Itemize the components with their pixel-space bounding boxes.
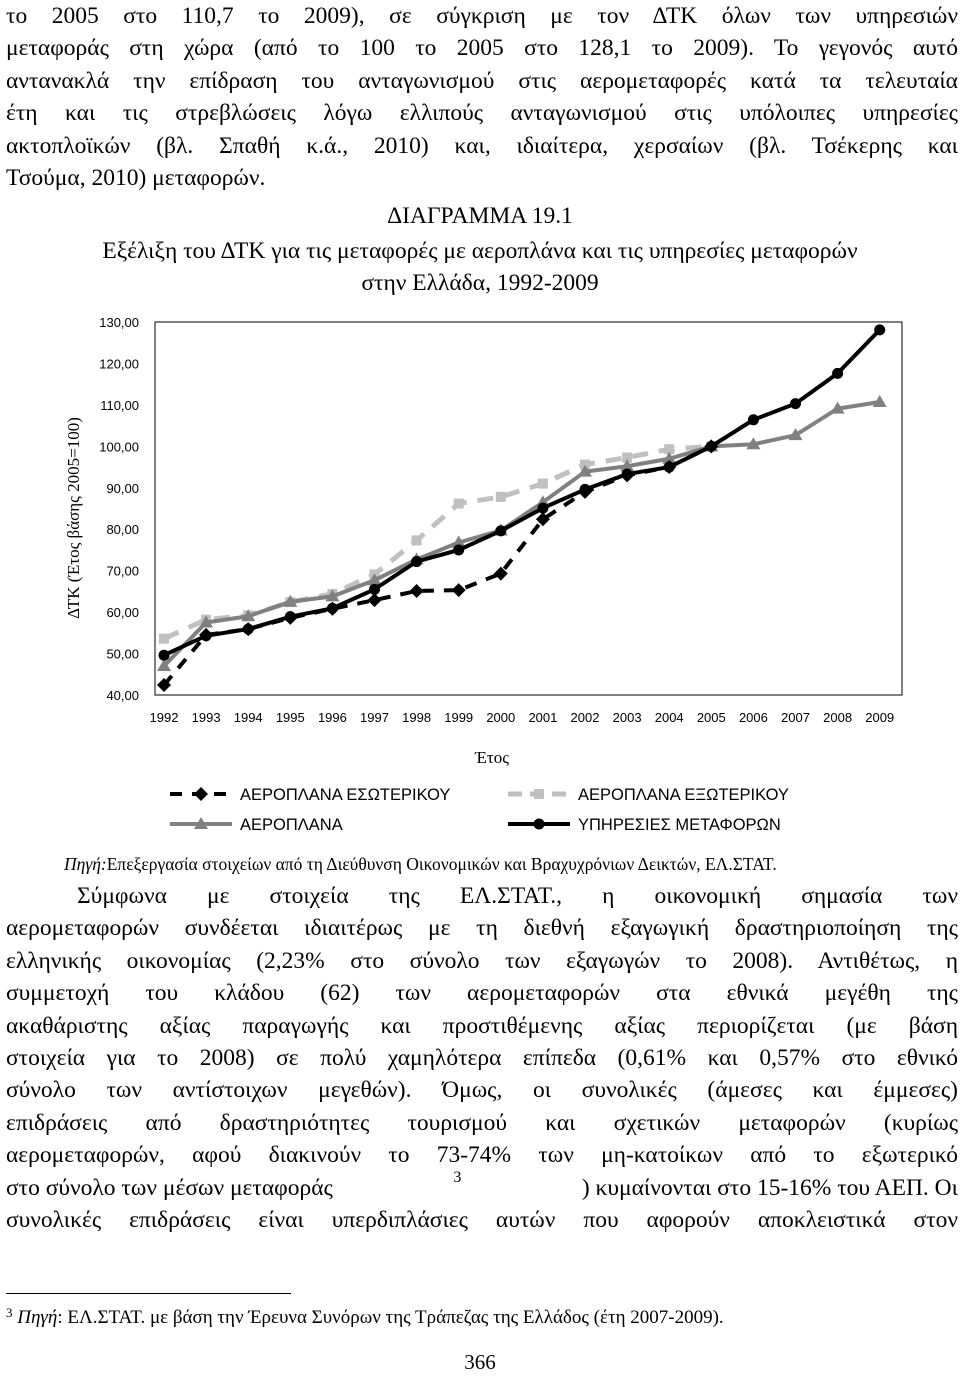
x-tick-label: 1998: [402, 710, 432, 725]
source-label: Πηγή:: [64, 854, 107, 874]
x-tick-label: 2007: [781, 710, 810, 725]
data-point: [538, 479, 548, 489]
data-point: [790, 398, 801, 409]
data-point: [706, 441, 717, 452]
text-line: στοιχεία για το 2008) σε πολύ χαμηλότερα επίπεδα (0,61% και 0,57% στο εθνικό: [6, 1045, 958, 1072]
body-paragraph: [6, 880, 958, 1236]
y-axis-label: ΔΤΚ (Έτος βάσης 2005=100): [64, 417, 83, 619]
x-tick-label: 1992: [149, 710, 179, 725]
footnote-number: 3: [6, 1305, 13, 1320]
y-tick-label: 40,00: [106, 688, 139, 703]
x-tick-label: 2006: [738, 710, 768, 725]
data-point: [201, 630, 212, 641]
text-line: συμμετοχή του κλάδου (62) των αερομεταφορών στα εθνικά μεγέθη της: [6, 980, 958, 1007]
figure-source: [64, 854, 777, 875]
data-point: [452, 583, 466, 597]
data-point: [368, 593, 382, 607]
legend-item-foreign: [508, 786, 789, 804]
data-point: [243, 624, 254, 635]
y-axis-ticks: [99, 315, 139, 703]
data-point: [159, 634, 169, 644]
x-tick-label: 1996: [317, 710, 347, 725]
series-line: [164, 446, 711, 685]
series-line-airplanes: [157, 395, 887, 671]
series-line-domestic: [157, 439, 718, 692]
x-tick-label: 2005: [696, 710, 726, 725]
page-number: 366: [464, 1350, 496, 1374]
footnote: [6, 1305, 724, 1329]
x-tick-label: 2004: [654, 710, 684, 725]
data-point: [832, 368, 843, 379]
footnote-separator: [6, 1293, 291, 1294]
data-point: [495, 525, 506, 536]
x-tick-label: 1994: [233, 710, 263, 725]
x-axis-label: Έτος: [475, 748, 509, 767]
chart-legend: [170, 786, 789, 834]
x-tick-label: 1997: [360, 710, 389, 725]
legend-label: ΑΕΡΟΠΛΑΝΑ: [240, 816, 343, 834]
y-tick-label: 110,00: [100, 397, 139, 413]
y-tick-label: 130,00: [99, 315, 139, 330]
y-tick-label: 50,00: [106, 646, 139, 662]
data-point: [580, 484, 591, 495]
figure-caption-line2: στην Ελλάδα, 1992-2009: [361, 270, 599, 296]
plot-area-frame: [155, 322, 902, 695]
text-line: αερομεταφορών συνδέεται ιδιαιτέρως με τη διεθνή εξαγωγική δραστηριοποίηση της: [6, 915, 958, 942]
data-point: [453, 544, 464, 555]
data-point: [622, 469, 633, 480]
legend-label: ΑΕΡΟΠΛΑΝΑ ΕΣΩΤΕΡΙΚΟΥ: [240, 786, 451, 804]
x-tick-label: 1999: [444, 710, 474, 725]
data-point: [874, 324, 885, 335]
source-text: Επεξεργασία στοιχείων από τη Διεύθυνση Οικονομικών και Βραχυχρόνιων Δεικτών, ΕΛ.ΣΤΑΤ.: [106, 854, 777, 874]
legend-label: ΥΠΗΡΕΣΙΕΣ ΜΕΤΑΦΟΡΩΝ: [578, 816, 781, 834]
data-point: [327, 603, 338, 614]
data-point: [412, 535, 422, 545]
series-line: [164, 402, 880, 666]
data-point: [537, 503, 548, 514]
footnote-ref: 3: [453, 1168, 462, 1186]
y-tick-label: 90,00: [106, 480, 139, 496]
data-point: [534, 789, 544, 799]
x-axis-ticks: [150, 710, 895, 725]
legend-item-transport-services: [508, 816, 781, 834]
text-line: Σύμφωνα με στοιχεία της ΕΛ.ΣΤΑΤ., η οικονομική σημασία των: [77, 883, 958, 909]
data-point: [664, 462, 675, 473]
figure-caption-line1: Εξέλιξη του ΔΤΚ για τις μεταφορές με αεροπλάνα και τις υπηρεσίες μεταφορών: [102, 238, 858, 264]
y-tick-label: 100,00: [99, 439, 139, 455]
text-line: ελληνικής οικονομίας (2,23% στο σύνολο των εξαγωγών το 2008). Αντιθέτως, η: [6, 947, 958, 974]
data-point: [454, 499, 464, 509]
text-line: αερομεταφορών, αφού διακινούν το 73-74% των μη-κατοίκων από το εξωτερικό: [6, 1142, 958, 1169]
y-tick-label: 70,00: [106, 563, 139, 579]
x-tick-label: 2002: [570, 710, 600, 725]
text-line: συνολικές επιδράσεις είναι υπερδιπλάσιες αυτών που αφορούν αποκλειστικά στον: [6, 1207, 958, 1234]
x-tick-label: 2009: [865, 710, 895, 725]
legend-label: ΑΕΡΟΠΛΑΝΑ ΕΞΩΤΕΡΙΚΟΥ: [578, 786, 789, 804]
legend-item-domestic: [170, 786, 450, 804]
text-line: αντανακλά την επίδραση του ανταγωνισμού στις αερομεταφορές κατά τα τελευταία: [6, 67, 958, 94]
y-tick-label: 80,00: [106, 522, 139, 538]
y-tick-label: 60,00: [106, 605, 139, 621]
x-tick-label: 2008: [823, 710, 853, 725]
x-tick-label: 2001: [528, 710, 558, 725]
x-tick-label: 1993: [191, 710, 221, 725]
data-point: [496, 492, 506, 502]
text-line-with-footnote: [6, 1168, 958, 1204]
text-line: σύνολο των αντίστοιχων μεγεθών). Όμως, οι συνολικές (άμεσες και έμμεσες): [6, 1077, 958, 1104]
text-fragment: στο σύνολο των μέσων μεταφοράς: [6, 1174, 333, 1201]
figure-label: ΔΙΑΓΡΑΜΜΑ 19.1: [387, 203, 573, 229]
series-layer: [157, 324, 887, 692]
text-line: έτη και τις στρεβλώσεις λόγω ελλιπούς ανταγωνισμού στις υπόλοιπες υπηρεσίες: [6, 100, 958, 127]
data-point: [748, 414, 759, 425]
x-tick-label: 1995: [275, 710, 305, 725]
footnote-text: : ΕΛ.ΣΤΑΤ. με βάση την Έρευνα Συνόρων της Τράπεζας της Ελλάδος (έτη 2007-2009).: [57, 1307, 724, 1328]
y-tick-label: 120,00: [99, 356, 139, 372]
text-line: το 2005 στο 110,7 το 2009), σε σύγκριση με τον ΔΤΚ όλων των υπηρεσιών: [6, 3, 958, 29]
legend-item-airplanes: [170, 816, 343, 834]
text-line: ακαθάριστης αξίας παραγωγής και προστιθέμενης αξίας περιορίζεται (με βάση: [6, 1012, 958, 1039]
data-point: [285, 611, 296, 622]
data-point: [159, 650, 170, 661]
data-point: [369, 584, 380, 595]
text-fragment: ) κυμαίνονται στο 15-16% του ΑΕΠ. Οι: [581, 1174, 958, 1201]
footnote-label: Πηγή: [17, 1307, 58, 1328]
data-point: [534, 819, 545, 830]
text-line: Τσούμα, 2010) μεταφορών.: [6, 165, 266, 192]
text-line: ακτοπλοϊκών (βλ. Σπαθή κ.ά., 2010) και, ιδιαίτερα, χερσαίων (βλ. Τσέκερης και: [6, 132, 958, 159]
data-point: [410, 584, 424, 598]
x-tick-label: 2000: [486, 710, 516, 725]
text-line: επιδράσεις από δραστηριότητες τουρισμού και σχετικών μεταφορών (κυρίως: [6, 1109, 958, 1136]
data-point: [194, 787, 208, 801]
x-tick-label: 2003: [612, 710, 642, 725]
text-line: μεταφοράς στη χώρα (από το 100 το 2005 στο 128,1 το 2009). Το γεγονός αυτό: [6, 35, 958, 62]
data-point: [411, 556, 422, 567]
